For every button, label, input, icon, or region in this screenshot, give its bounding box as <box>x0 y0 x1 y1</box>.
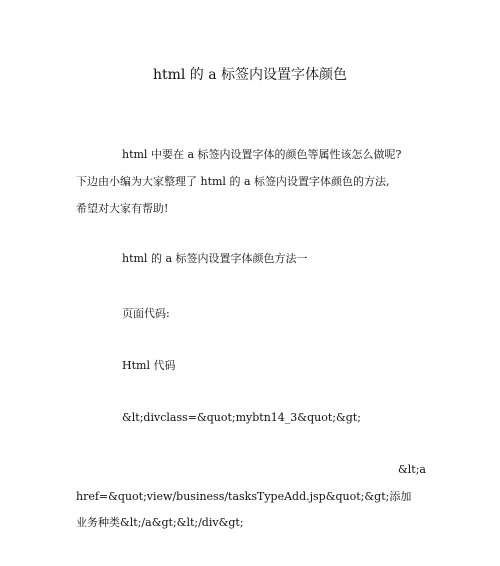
intro-line-3: 希望对大家有帮助! <box>76 202 169 215</box>
method-heading: html 的 a 标签内设置字体颜色方法一 <box>122 252 308 265</box>
intro-line-1: html 中要在 a 标签内设置字体的颜色等属性该怎么做呢? <box>122 148 402 161</box>
page-code-label: 页面代码: <box>122 307 170 320</box>
html-code-label: Html 代码 <box>122 359 176 372</box>
intro-line-2: 下边由小编为大家整理了 html 的 a 标签内设置字体颜色的方法, <box>76 175 390 188</box>
document-title: html 的 a 标签内设置字体颜色 <box>152 67 348 83</box>
code-line-4: 业务种类&lt;/a&gt;&lt;/div&gt; <box>76 516 244 529</box>
code-line-3: href=&quot;view/business/tasksTypeAdd.jsp&quot;&gt;添加 <box>76 490 412 503</box>
code-line-2: &lt;a <box>398 463 426 476</box>
code-line-1: &lt;divclass=&quot;mybtn14_3&quot;&gt; <box>122 411 361 424</box>
